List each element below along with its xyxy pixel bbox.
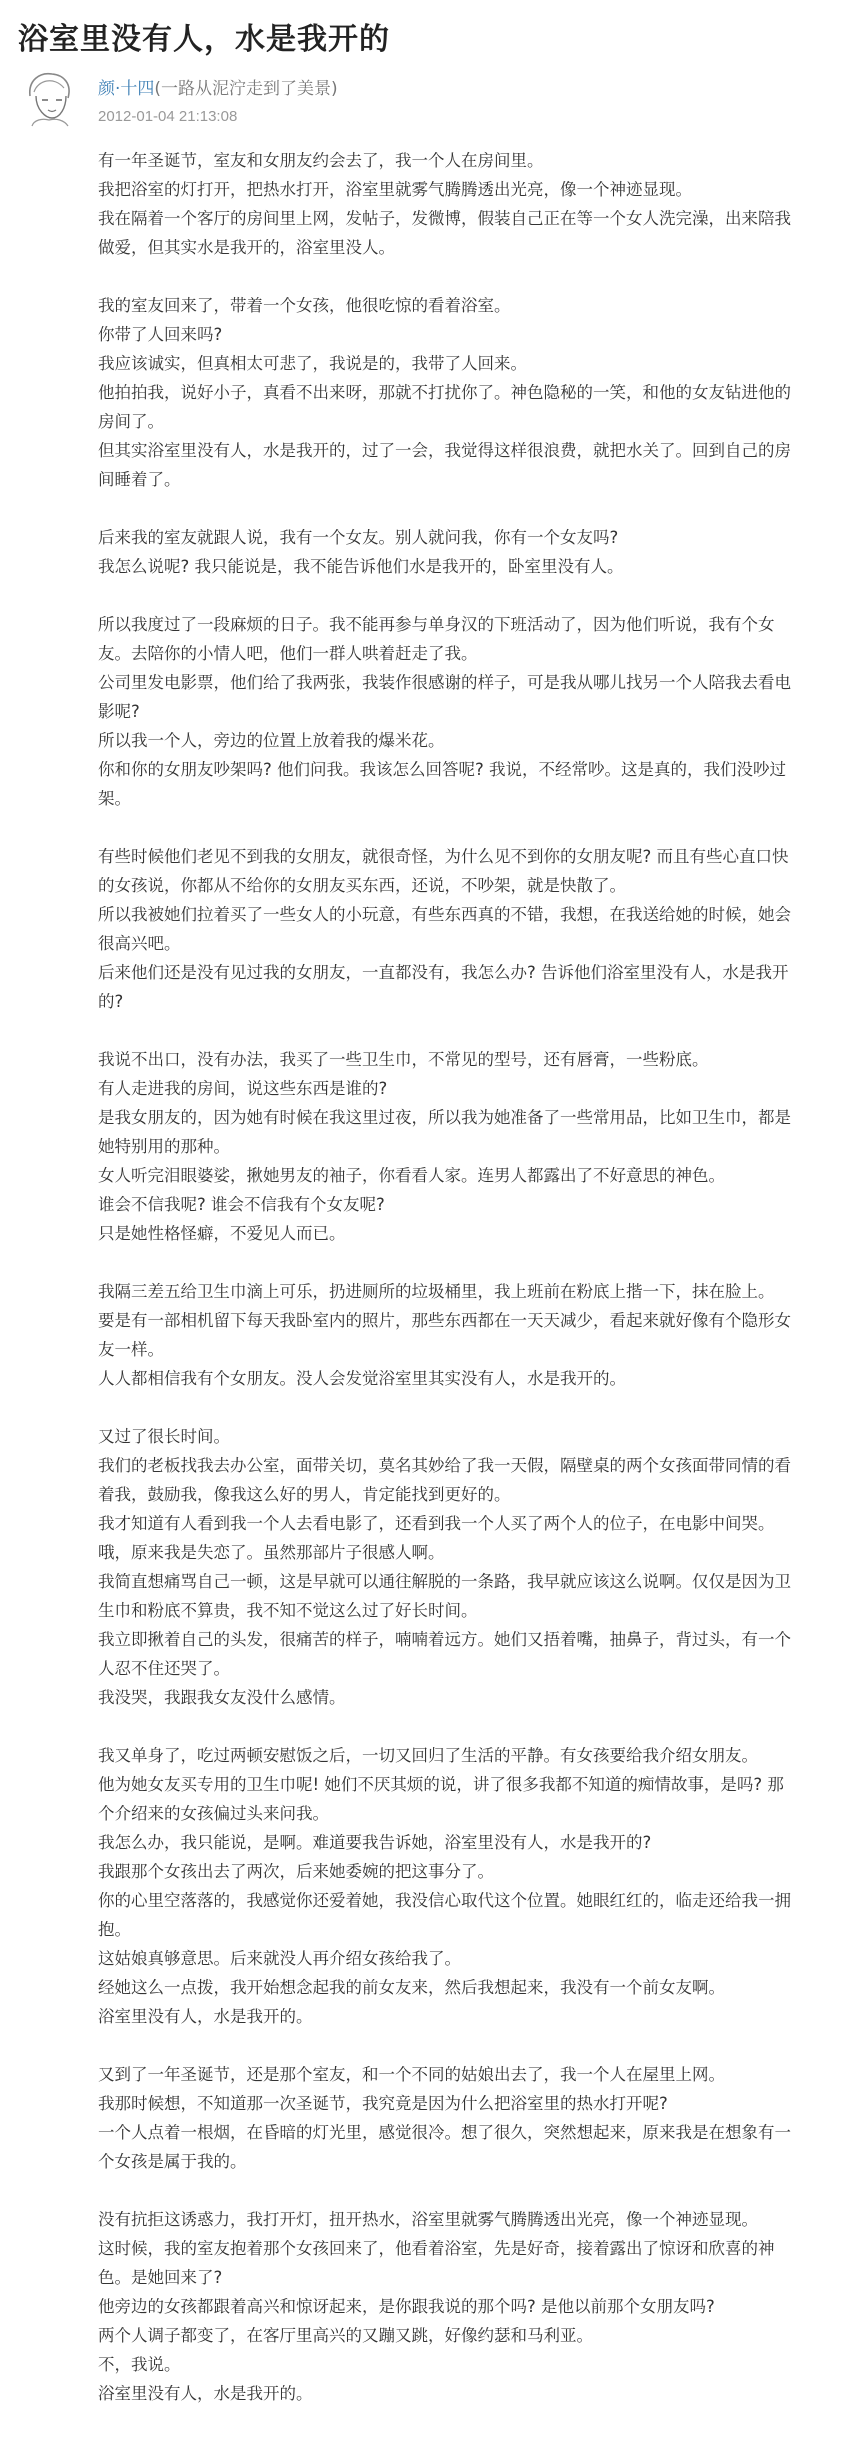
sketch-avatar-icon	[18, 66, 80, 128]
article-line: 是我女朋友的，因为她有时候在我这里过夜，所以我为她准备了一些常用品，比如卫生巾，都是她特别用的那种。	[98, 1108, 791, 1156]
article-line: 我在隔着一个客厅的房间里上网，发帖子，发微博，假装自己正在等一个女人洗完澡，出来陪我做爱，但其实水是我开的，浴室里没人。	[98, 209, 791, 257]
article-line: 谁会不信我呢? 谁会不信我有个女友呢?	[98, 1195, 385, 1214]
article-line: 你和你的女朋友吵架吗? 他们问我。我该怎么回答呢? 我说，不经常吵。这是真的，我们没吵过架。	[98, 760, 787, 808]
article-line: 一个人点着一根烟，在昏暗的灯光里，感觉很冷。想了很久，突然想起来，原来我是在想象有一个女孩是属于我的。	[98, 2123, 791, 2171]
paragraph-gap	[98, 2031, 798, 2060]
article-line: 我简直想痛骂自己一顿，这是早就可以通往解脱的一条路，我早就应该这么说啊。仅仅是因为卫生巾和粉底不算贵，我不知不觉这么过了好长时间。	[98, 1572, 791, 1620]
article-line: 但其实浴室里没有人，水是我开的，过了一会，我觉得这样很浪费，就把水关了。回到自己的房间睡着了。	[98, 441, 791, 489]
article-line: 后来我的室友就跟人说，我有一个女友。别人就问我，你有一个女友吗?	[98, 528, 619, 547]
author-line	[98, 74, 338, 99]
article-line: 我跟那个女孩出去了两次，后来她委婉的把这事分了。	[98, 1862, 494, 1881]
article-line: 所以我被她们拉着买了一些女人的小玩意，有些东西真的不错，我想，在我送给她的时候，她会很高兴吧。	[98, 905, 791, 953]
article-line: 浴室里没有人，水是我开的。	[98, 2384, 313, 2403]
article-line: 我怎么说呢? 我只能说是，我不能告诉他们水是我开的，卧室里没有人。	[98, 557, 624, 576]
article-line: 公司里发电影票，他们给了我两张，我装作很感谢的样子，可是我从哪儿找另一个人陪我去看电影呢?	[98, 673, 791, 721]
article-line: 哦，原来我是失恋了。虽然那部片子很感人啊。	[98, 1543, 445, 1562]
paragraph-gap	[98, 1016, 798, 1045]
article-line: 有人走进我的房间，说这些东西是谁的?	[98, 1079, 388, 1098]
article-line: 他旁边的女孩都跟着高兴和惊讶起来，是你跟我说的那个吗? 是他以前那个女朋友吗?	[98, 2297, 715, 2316]
article-line: 我没哭，我跟我女友没什么感情。	[98, 1688, 346, 1707]
article-line: 没有抗拒这诱惑力，我打开灯，扭开热水，浴室里就雾气腾腾透出光亮，像一个神迹显现。	[98, 2210, 758, 2229]
article-line: 有一年圣诞节，室友和女朋友约会去了，我一个人在房间里。	[98, 151, 544, 170]
article-line: 后来他们还是没有见过我的女朋友，一直都没有，我怎么办? 告诉他们浴室里没有人，水是我开的?	[98, 963, 789, 1011]
article-line: 有些时候他们老见不到我的女朋友，就很奇怪，为什么见不到你的女朋友呢? 而且有些心直口快的女孩说，你都从不给你的女朋友买东西，还说，不吵架，就是快散了。	[98, 847, 789, 895]
article-line: 他为她女友买专用的卫生巾呢! 她们不厌其烦的说，讲了很多我都不知道的痴情故事，是吗? 那个介绍来的女孩偏过头来问我。	[98, 1775, 784, 1823]
article-line: 我的室友回来了，带着一个女孩，他很吃惊的看着浴室。	[98, 296, 511, 315]
paragraph-gap	[98, 813, 798, 842]
paragraph-gap	[98, 494, 798, 523]
author-signature: (一路从泥泞走到了美景)	[154, 79, 338, 99]
article-line: 只是她性格怪癖，不爱见人而已。	[98, 1224, 346, 1243]
article-body	[98, 146, 798, 2408]
article-line: 女人听完泪眼婆娑，揪她男友的袖子，你看看人家。连男人都露出了不好意思的神色。	[98, 1166, 725, 1185]
article-line: 这时候，我的室友抱着那个女孩回来了，他看着浴室，先是好奇，接着露出了惊讶和欣喜的神色。是她回来了?	[98, 2239, 775, 2287]
article-line: 不，我说。	[98, 2355, 181, 2374]
article-line: 浴室里没有人，水是我开的。	[98, 2007, 313, 2026]
article-line: 我们的老板找我去办公室，面带关切，莫名其妙给了我一天假，隔壁桌的两个女孩面带同情的看着我，鼓励我，像我这么好的男人，肯定能找到更好的。	[98, 1456, 791, 1504]
article-line: 你的心里空落落的，我感觉你还爱着她，我没信心取代这个位置。她眼红红的，临走还给我一拥抱。	[98, 1891, 791, 1939]
article-title: 浴室里没有人，水是我开的	[18, 22, 390, 57]
article-line: 所以我一个人，旁边的位置上放着我的爆米花。	[98, 731, 445, 750]
paragraph-gap	[98, 2176, 798, 2205]
article-line: 我又单身了，吃过两顿安慰饭之后，一切又回归了生活的平静。有女孩要给我介绍女朋友。	[98, 1746, 758, 1765]
paragraph-gap	[98, 1393, 798, 1422]
paragraph-gap	[98, 581, 798, 610]
article-line: 人人都相信我有个女朋友。没人会发觉浴室里其实没有人，水是我开的。	[98, 1369, 626, 1388]
article-line: 又过了很长时间。	[98, 1427, 230, 1446]
article-line: 我才知道有人看到我一个人去看电影了，还看到我一个人买了两个人的位子，在电影中间哭。	[98, 1514, 775, 1533]
article-line: 所以我度过了一段麻烦的日子。我不能再参与单身汉的下班活动了，因为他们听说，我有个女友。去陪你的小情人吧，他们一群人哄着赶走了我。	[98, 615, 775, 663]
article-line: 两个人调子都变了，在客厅里高兴的又蹦又跳，好像约瑟和马利亚。	[98, 2326, 593, 2345]
article-line: 我怎么办，我只能说，是啊。难道要我告诉她，浴室里没有人，水是我开的?	[98, 1833, 652, 1852]
article-line: 要是有一部相机留下每天我卧室内的照片，那些东西都在一天天减少，看起来就好像有个隐形女友一样。	[98, 1311, 791, 1359]
article-line: 这姑娘真够意思。后来就没人再介绍女孩给我了。	[98, 1949, 461, 1968]
article-line: 我应该诚实，但真相太可悲了，我说是的，我带了人回来。	[98, 354, 527, 373]
paragraph-gap	[98, 262, 798, 291]
paragraph-gap	[98, 1712, 798, 1741]
article-line: 我隔三差五给卫生巾滴上可乐，扔进厕所的垃圾桶里，我上班前在粉底上揩一下，抹在脸上。	[98, 1282, 775, 1301]
article-line: 我立即揪着自己的头发，很痛苦的样子，喃喃着远方。她们又捂着嘴，抽鼻子，背过头，有一个人忍不住还哭了。	[98, 1630, 791, 1678]
article-line: 我说不出口，没有办法，我买了一些卫生巾，不常见的型号，还有唇膏，一些粉底。	[98, 1050, 709, 1069]
article-line: 我那时候想，不知道那一次圣诞节，我究竟是因为什么把浴室里的热水打开呢?	[98, 2094, 668, 2113]
article-line: 经她这么一点拨，我开始想念起我的前女友来，然后我想起来，我没有一个前女友啊。	[98, 1978, 725, 1997]
article-line: 又到了一年圣诞节，还是那个室友，和一个不同的姑娘出去了，我一个人在屋里上网。	[98, 2065, 725, 2084]
article-line: 你带了人回来吗?	[98, 325, 223, 344]
paragraph-gap	[98, 1248, 798, 1277]
post-date: 2012-01-04 21:13:08	[98, 108, 238, 125]
article-line: 我把浴室的灯打开，把热水打开，浴室里就雾气腾腾透出光亮，像一个神迹显现。	[98, 180, 692, 199]
author-name[interactable]: 颜·十四	[98, 79, 155, 99]
article-line: 他拍拍我，说好小子，真看不出来呀，那就不打扰你了。神色隐秘的一笑，和他的女友钻进他的房间了。	[98, 383, 791, 431]
